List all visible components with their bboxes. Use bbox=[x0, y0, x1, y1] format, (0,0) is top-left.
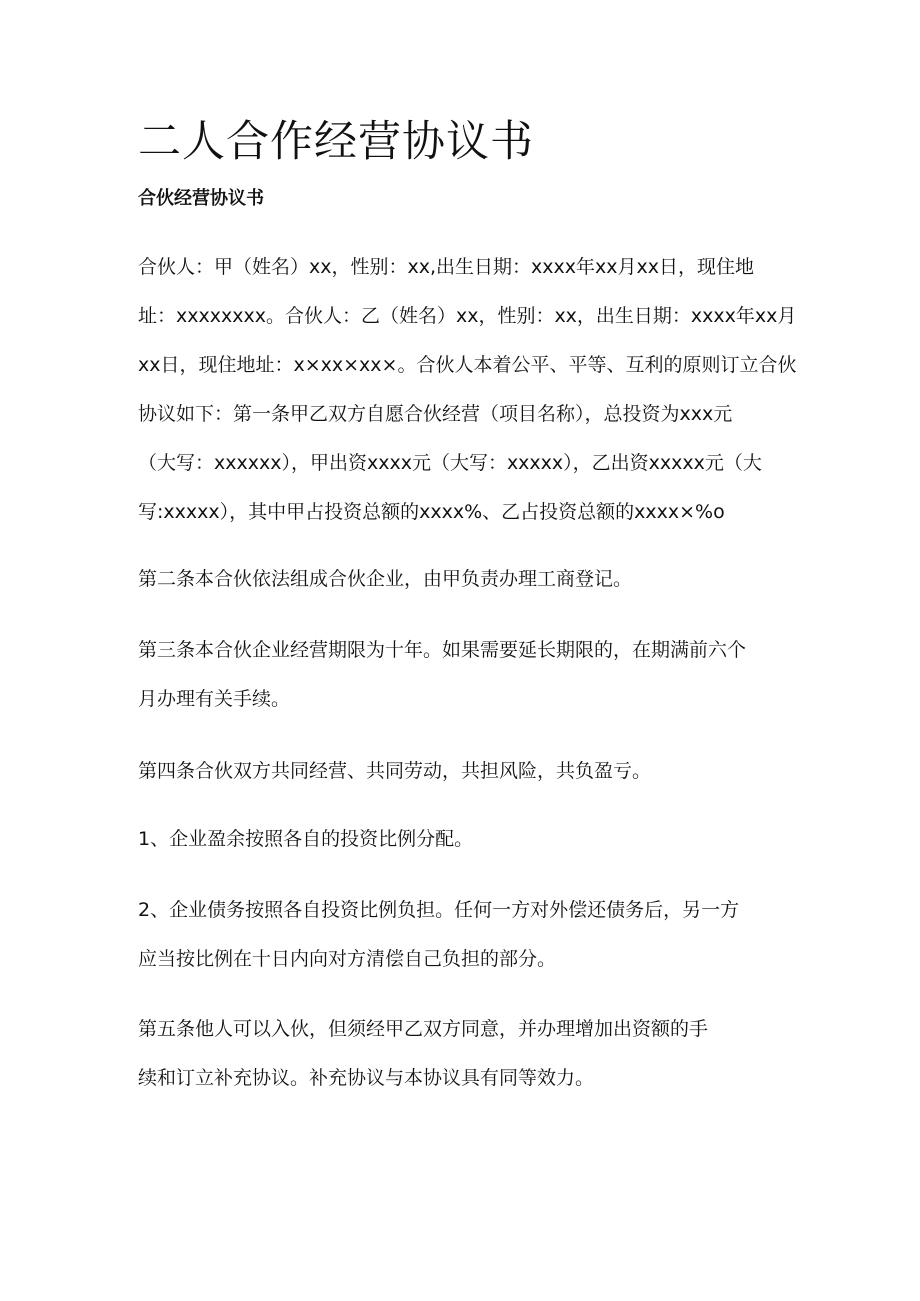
paragraph-line: 续和订立补充协议。补充协议与本协议具有同等效力。 bbox=[138, 1067, 595, 1089]
paragraph-line: xx日，现住地址：x×xx×xx×。合伙人本着公平、平等、互利的原则订立合伙 bbox=[138, 354, 797, 376]
paragraph-line: 应当按比例在十日内向对方清偿自己负担的部分。 bbox=[138, 948, 557, 970]
document-subtitle: 合伙经营协议书 bbox=[138, 188, 264, 209]
paragraph-line: 月办理有关手续。 bbox=[138, 688, 291, 710]
paragraph-line: 1、企业盈余按照各自的投资比例分配。 bbox=[138, 828, 474, 850]
paragraph-article-5 bbox=[138, 1005, 788, 1103]
paragraph-line: 写:xxxxx），其中甲占投资总额的xxxx%、乙占投资总额的xxxx×%o bbox=[138, 501, 725, 523]
paragraph-line: 第二条本合伙依法组成合伙企业，由甲负责办理工商登记。 bbox=[138, 568, 633, 590]
paragraph-article-2 bbox=[138, 555, 788, 604]
paragraph-item-1 bbox=[138, 815, 788, 864]
paragraph-line: 合伙人：甲（姓名）xx，性别：xx,出生日期：xxxx年xx月xx日，现住地 bbox=[138, 256, 754, 278]
paragraph-article-3 bbox=[138, 626, 788, 724]
paragraph-partners bbox=[138, 243, 797, 537]
paragraph-line: 2、企业债务按照各自投资比例负担。任何一方对外偿还债务后，另一方 bbox=[138, 899, 740, 921]
paragraph-line: 第三条本合伙企业经营期限为十年。如果需要延长期限的，在期满前六个 bbox=[138, 639, 747, 661]
paragraph-line: （大写：xxxxxx），甲出资xxxx元（大写：xxxxx），乙出资xxxxx元（大 bbox=[138, 452, 762, 474]
document-title: 二人合作经营协议书 bbox=[138, 117, 534, 167]
paragraph-line: 协议如下：第一条甲乙双方自愿合伙经营（项目名称），总投资为xxx元 bbox=[138, 403, 733, 425]
paragraph-line: 第四条合伙双方共同经营、共同劳动，共担风险，共负盈亏。 bbox=[138, 760, 652, 782]
paragraph-article-4 bbox=[138, 747, 788, 796]
paragraph-line: 址：xxxxxxxx。合伙人：乙（姓名）xx，性别：xx，出生日期：xxxx年xx月 bbox=[138, 305, 797, 327]
paragraph-item-2 bbox=[138, 886, 788, 984]
paragraph-line: 第五条他人可以入伙，但须经甲乙双方同意，并办理增加出资额的手 bbox=[138, 1018, 709, 1040]
